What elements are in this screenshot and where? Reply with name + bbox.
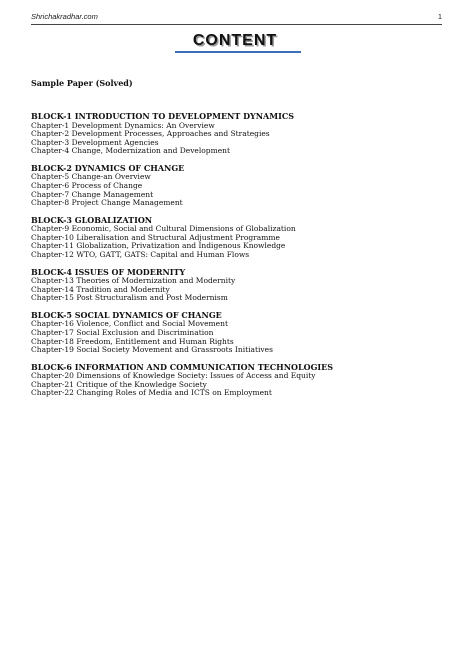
chapter-item: Chapter-6 Process of Change <box>31 180 143 190</box>
chapter-item: Chapter-4 Change, Modernization and Development <box>31 146 230 156</box>
chapter-item: Chapter-17 Social Exclusion and Discrimination <box>31 328 214 337</box>
chapter-item: Chapter-13 Theories of Modernization and Modernity <box>31 276 236 286</box>
block-title: BLOCK-4 ISSUES OF MODERNITY <box>31 266 186 277</box>
chapter-item: Chapter-10 Liberalisation and Structural Adjustment Programme <box>31 232 280 242</box>
chapter-item: Chapter-1 Development Dynamics: An Overview <box>31 120 215 130</box>
header-rule <box>31 24 442 25</box>
chapter-item: Chapter-2 Development Processes, Approaches and Strategies <box>31 129 270 139</box>
chapter-item: Chapter-5 Change-an Overview <box>31 172 151 182</box>
block-title: BLOCK-2 DYNAMICS OF CHANGE <box>31 162 185 173</box>
chapter-item: Chapter-20 Dimensions of Knowledge Society: Issues of Access and Equity <box>31 371 316 381</box>
chapter-item: Chapter-22 Changing Roles of Media and ICTS on Employment <box>31 388 272 398</box>
sample-paper-label: Sample Paper (Solved) <box>31 78 133 88</box>
chapter-item: Chapter-8 Project Change Management <box>31 198 183 208</box>
block-section <box>31 311 441 355</box>
block-title: BLOCK-3 GLOBALIZATION <box>31 214 153 225</box>
table-of-contents <box>31 78 441 406</box>
chapter-item: Chapter-9 Economic, Social and Cultural Dimensions of Globalization <box>31 224 296 234</box>
block-list <box>31 112 441 398</box>
title-wrap <box>0 30 470 50</box>
chapter-item: Chapter-18 Freedom, Entitlement and Human Rights <box>31 336 234 346</box>
block-section <box>31 363 441 398</box>
chapter-item: Chapter-16 Violence, Conflict and Social Movement <box>31 319 228 329</box>
block-section <box>31 164 441 208</box>
chapter-item: Chapter-7 Change Management <box>31 189 154 199</box>
page-header <box>31 12 442 24</box>
chapter-item: Chapter-19 Social Society Movement and Grassroots Initiatives <box>31 345 273 355</box>
chapter-item: Chapter-12 WTO, GATT, GATS: Capital and Human Flows <box>31 250 250 260</box>
title-underline <box>175 51 301 53</box>
chapter-item: Chapter-15 Post Structuralism and Post Modernism <box>31 293 228 303</box>
chapter-item: Chapter-3 Development Agencies <box>31 137 159 147</box>
chapter-item: Chapter-11 Globalization, Privatization and Indigenous Knowledge <box>31 241 286 251</box>
block-title: BLOCK-6 INFORMATION AND COMMUNICATION TECHNOLOGIES <box>31 361 334 372</box>
page-number: 1 <box>437 12 442 21</box>
site-name: Shrichakradhar.com <box>31 12 98 21</box>
block-section <box>31 112 441 156</box>
block-section <box>31 268 441 303</box>
chapter-item: Chapter-21 Critique of the Knowledge Society <box>31 379 207 389</box>
block-section <box>31 216 441 260</box>
block-title: BLOCK-5 SOCIAL DYNAMICS OF CHANGE <box>31 309 222 320</box>
chapter-item: Chapter-14 Tradition and Modernity <box>31 284 170 294</box>
block-title: BLOCK-1 INTRODUCTION TO DEVELOPMENT DYNAMICS <box>31 111 295 121</box>
page-title: CONTENT <box>192 32 278 49</box>
